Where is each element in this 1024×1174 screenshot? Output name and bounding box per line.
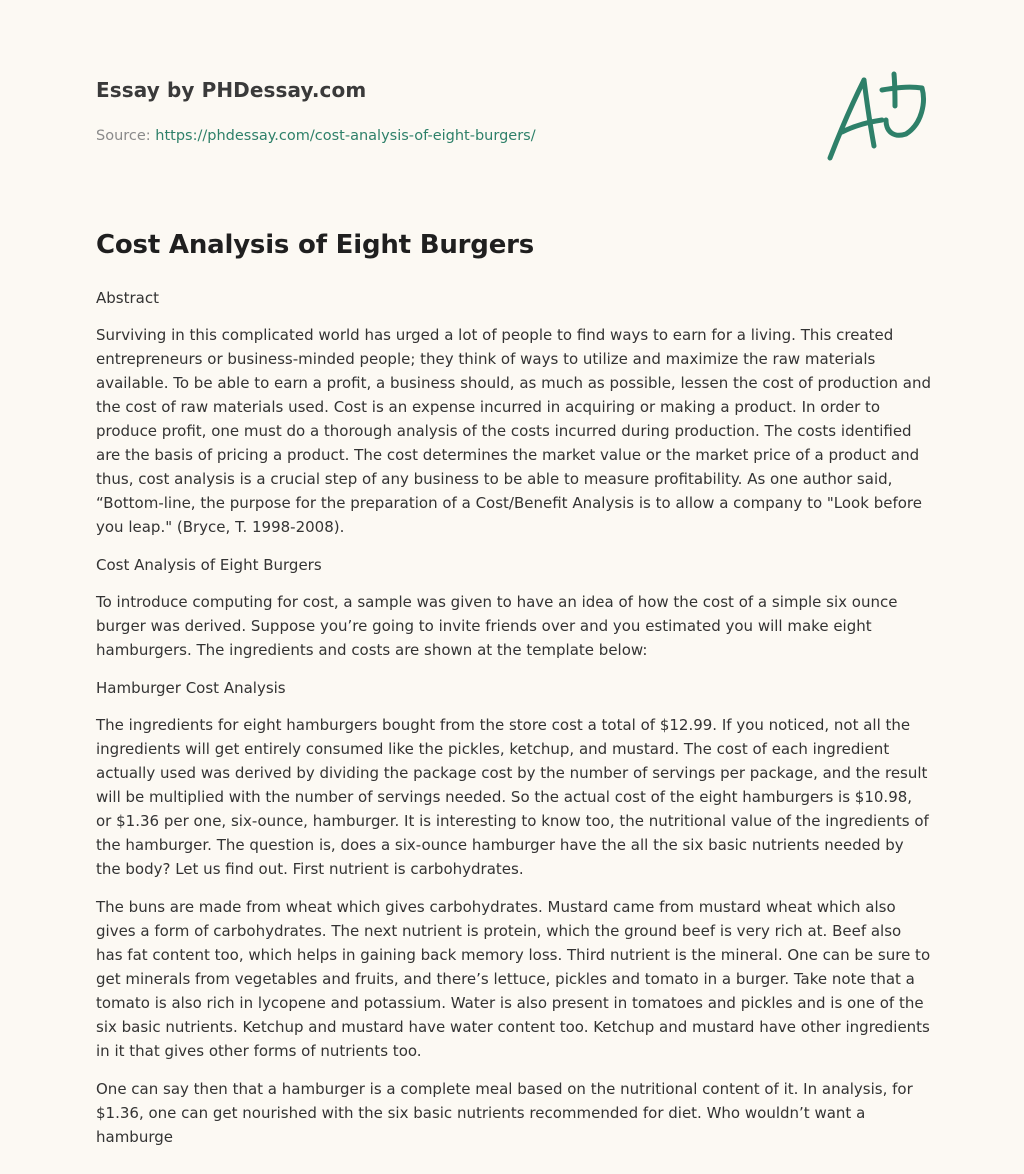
paragraph-intro: To introduce computing for cost, a sample was given to have an idea of how the cost of a simple six ounce burger was derived. Suppose you’re going to invite friends over and you estimated you will make eight hamburgers. The ingredients and costs are shown at the template below: xyxy=(96,593,898,659)
paragraph-abstract: Surviving in this complicated world has urged a lot of people to find ways to earn for a living. This created entrepreneurs or business-minded people; they think of ways to utilize and maximize the raw materials available. To be able to earn a profit, a business should, as much as possible, lessen the cost of production and the cost of raw materials used. Cost is an expense incurred in acquiring or making a product. In order to produce profit, one must do a thorough analysis of the costs incurred during production. The costs identified are the basis of pricing a product. The cost determines the market value or the market price of a product and thus, cost analysis is a crucial step of any business to be able to measure profitability. As one author said, “Bottom-line, the purpose for the preparation of a Cost/Benefit Analysis is to allow a company to "Look before you leap." (Bryce, T. 1998-2008). xyxy=(96,326,932,536)
source-link[interactable]: https://phdessay.com/cost-analysis-of-eight-burgers/ xyxy=(155,128,536,144)
source-label: Source: xyxy=(96,128,156,144)
paragraph-ingredients-cost: The ingredients for eight hamburgers bought from the store cost a total of $12.99. If you noticed, not all the ingredients will get entirely consumed like the pickles, ketchup, and mustard. The cost of each ingredient actually used was derived by dividing the package cost by the number of servings per package, and the result will be multiplied with the number of servings needed. So the actual cost of the eight hamburgers is $10.98, or $1.36 per one, six-ounce, hamburger. It is interesting to know too, the nutritional value of the ingredients of the hamburger. The question is, does a six-ounce hamburger have the all the six basic nutrients needed by the body? Let us find out. First nutrient is carbohydrates. xyxy=(96,716,929,878)
site-brand: Essay by PHDessay.com xyxy=(96,78,367,102)
paragraph-conclusion: One can say then that a hamburger is a complete meal based on the nutritional content of it. In analysis, for $1.36, one can get nourished with the six basic nutrients recommended for diet. Who wouldn’t want a hamburge xyxy=(96,1080,913,1146)
abstract-heading: Abstract xyxy=(96,289,159,307)
essay-title: Cost Analysis of Eight Burgers xyxy=(96,230,535,260)
paragraph-nutrients: The buns are made from wheat which gives carbohydrates. Mustard came from mustard wheat which also gives a form of carbohydrates. The next nutrient is protein, which the ground beef is very rich at. Beef also has fat content too, which helps in gaining back memory loss. Third nutrient is the mineral. One can be sure to get minerals from vegetables and fruits, and there’s lettuce, pickles and tomato in a burger. Take note that a tomato is also rich in lycopene and potassium. Water is also present in tomatoes and pickles and is one of the six basic nutrients. Ketchup and mustard have water content too. Ketchup and mustard have other ingredients in it that gives other forms of nutrients too. xyxy=(96,898,931,1060)
page-header xyxy=(96,76,796,146)
a-plus-grade-icon xyxy=(820,66,930,166)
section-heading-cost-analysis: Cost Analysis of Eight Burgers xyxy=(96,556,322,574)
essay-body xyxy=(96,226,932,1163)
source-line xyxy=(96,126,796,146)
section-heading-hamburger-cost: Hamburger Cost Analysis xyxy=(96,679,286,697)
